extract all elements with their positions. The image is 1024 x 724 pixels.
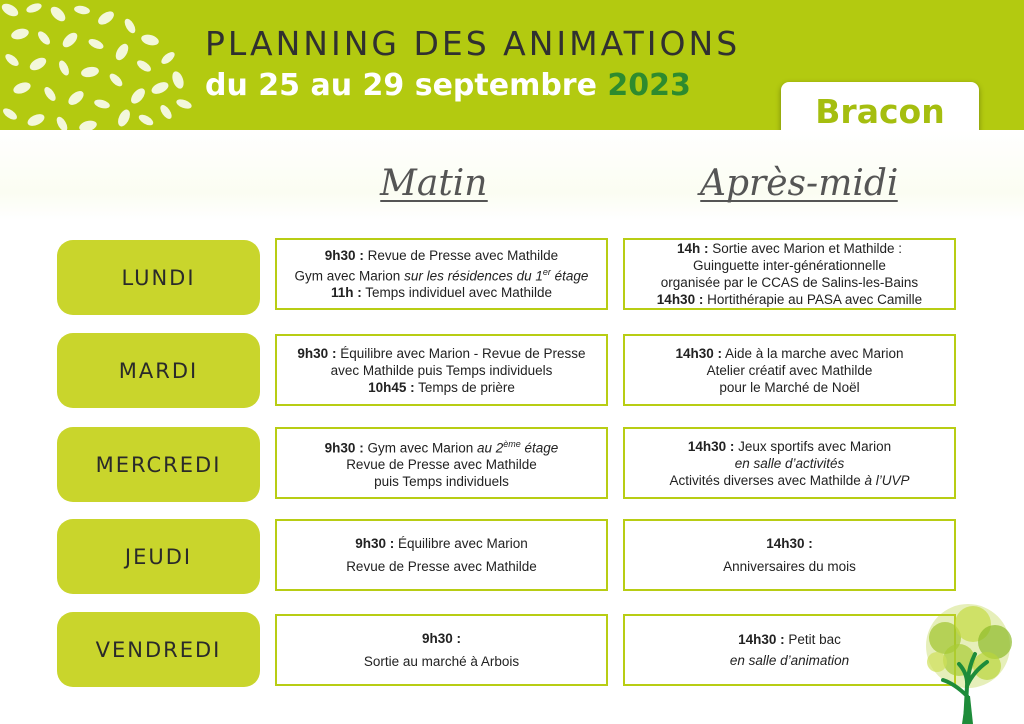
activity-line xyxy=(738,631,841,648)
day-label-jeudi: JEUDI xyxy=(57,519,260,594)
activity-time: 11h : xyxy=(330,285,362,301)
activity-text: Jeux sportifs avec Marion xyxy=(734,438,892,454)
cell-jeudi-afternoon xyxy=(623,519,956,591)
activity-note: à l’UVP xyxy=(864,472,910,488)
superscript: ème xyxy=(503,438,521,449)
activity-text: Sortie avec Marion et Mathilde : xyxy=(708,241,903,256)
cell-vendredi-morning xyxy=(275,614,608,686)
cell-vendredi-afternoon xyxy=(623,614,956,686)
activity-line xyxy=(657,291,922,308)
activity-line: Revue de Presse avec Mathilde xyxy=(346,457,537,473)
tree-icon xyxy=(915,600,1021,724)
activity-time: 14h30 : xyxy=(687,438,735,454)
activity-text: Équilibre avec Marion xyxy=(394,536,528,551)
activity-text: Activités diverses avec Mathilde xyxy=(669,472,865,488)
activity-text: Temps individuel avec Mathilde xyxy=(361,285,553,301)
cell-mardi-afternoon xyxy=(623,334,956,406)
activity-line: Guinguette inter-générationnelle xyxy=(693,258,886,273)
column-header-morning-label: Matin xyxy=(380,163,488,204)
activity-line xyxy=(295,264,589,285)
activity-line xyxy=(675,345,903,362)
day-label-vendredi: VENDREDI xyxy=(57,612,260,687)
activity-time: 14h30 : xyxy=(675,345,722,361)
column-header-afternoon-label: Après-midi xyxy=(700,163,899,204)
activity-line xyxy=(325,436,559,457)
activity-line: puis Temps individuels xyxy=(374,474,509,490)
activity-text: Équilibre avec Marion - Revue de Presse xyxy=(336,345,586,361)
activity-line xyxy=(297,345,585,362)
cell-lundi-morning xyxy=(275,238,608,310)
activity-line xyxy=(368,379,515,396)
leaves-decoration-icon xyxy=(0,0,200,135)
activity-note: étage xyxy=(550,268,589,284)
superscript: er xyxy=(542,266,551,277)
activity-line xyxy=(355,535,528,552)
activity-note: en salle d’activités xyxy=(734,455,845,471)
activity-line xyxy=(331,284,552,301)
activity-line xyxy=(735,455,845,472)
activity-line: avec Mathilde puis Temps individuels xyxy=(330,362,553,378)
activity-time: 9h30 : xyxy=(297,345,337,361)
activity-line xyxy=(730,652,849,669)
activity-note: sur les résidences du 1 xyxy=(404,268,543,284)
cell-lundi-afternoon xyxy=(623,238,956,310)
day-label-mercredi: MERCREDI xyxy=(57,427,260,502)
activity-line: Revue de Presse avec Mathilde xyxy=(346,559,537,574)
activity-time: 9h30 : xyxy=(355,536,395,551)
activity-time: 14h : xyxy=(676,241,709,256)
column-header-morning xyxy=(380,163,488,202)
activity-text: Revue de Presse avec Mathilde xyxy=(363,247,559,263)
cell-mercredi-afternoon xyxy=(623,427,956,499)
activity-note: étage xyxy=(520,440,559,456)
activity-line xyxy=(669,472,909,489)
activity-line: Sortie au marché à Arbois xyxy=(363,654,520,669)
activity-time: 9h30 : xyxy=(324,440,364,456)
activity-line xyxy=(688,438,891,455)
activity-text: Gym avec Marion xyxy=(294,268,405,284)
activity-line xyxy=(325,247,558,264)
activity-text: Hortithérapie au PASA avec Camille xyxy=(703,292,923,307)
day-label-mardi: MARDI xyxy=(57,333,260,408)
activity-note: en salle d’animation xyxy=(729,653,850,668)
day-label-lundi: LUNDI xyxy=(57,240,260,315)
activity-text: Petit bac xyxy=(784,632,841,647)
activity-time: 14h30 : xyxy=(656,292,704,307)
page-subtitle xyxy=(205,68,691,103)
location-badge: Bracon xyxy=(781,82,979,140)
activity-line: pour le Marché de Noël xyxy=(719,379,860,395)
activity-time: 9h30 : xyxy=(324,247,364,263)
cell-mardi-morning xyxy=(275,334,608,406)
activity-time: 14h30 : xyxy=(766,536,813,551)
year: 2023 xyxy=(607,68,691,103)
activity-line xyxy=(766,535,813,552)
activity-line: Atelier créatif avec Mathilde xyxy=(706,362,873,378)
activity-line: Anniversaires du mois xyxy=(723,559,856,574)
page-title: PLANNING DES ANIMATIONS xyxy=(205,24,741,63)
activity-note: au 2 xyxy=(476,440,504,456)
activity-time: 10h45 : xyxy=(368,379,415,395)
activity-text: Temps de prière xyxy=(414,379,515,395)
column-header-afternoon xyxy=(700,163,898,202)
activity-line xyxy=(422,630,461,647)
activity-text: Gym avec Marion xyxy=(363,440,477,456)
activity-time: 14h30 : xyxy=(738,632,785,647)
cell-jeudi-morning xyxy=(275,519,608,591)
activity-line xyxy=(677,240,902,257)
cell-mercredi-morning xyxy=(275,427,608,499)
activity-text: Aide à la marche avec Marion xyxy=(721,345,904,361)
activity-time: 9h30 : xyxy=(421,631,462,646)
activity-line: organisée par le CCAS de Salins-les-Bains xyxy=(660,275,919,290)
date-range: du 25 au 29 septembre xyxy=(205,68,597,103)
